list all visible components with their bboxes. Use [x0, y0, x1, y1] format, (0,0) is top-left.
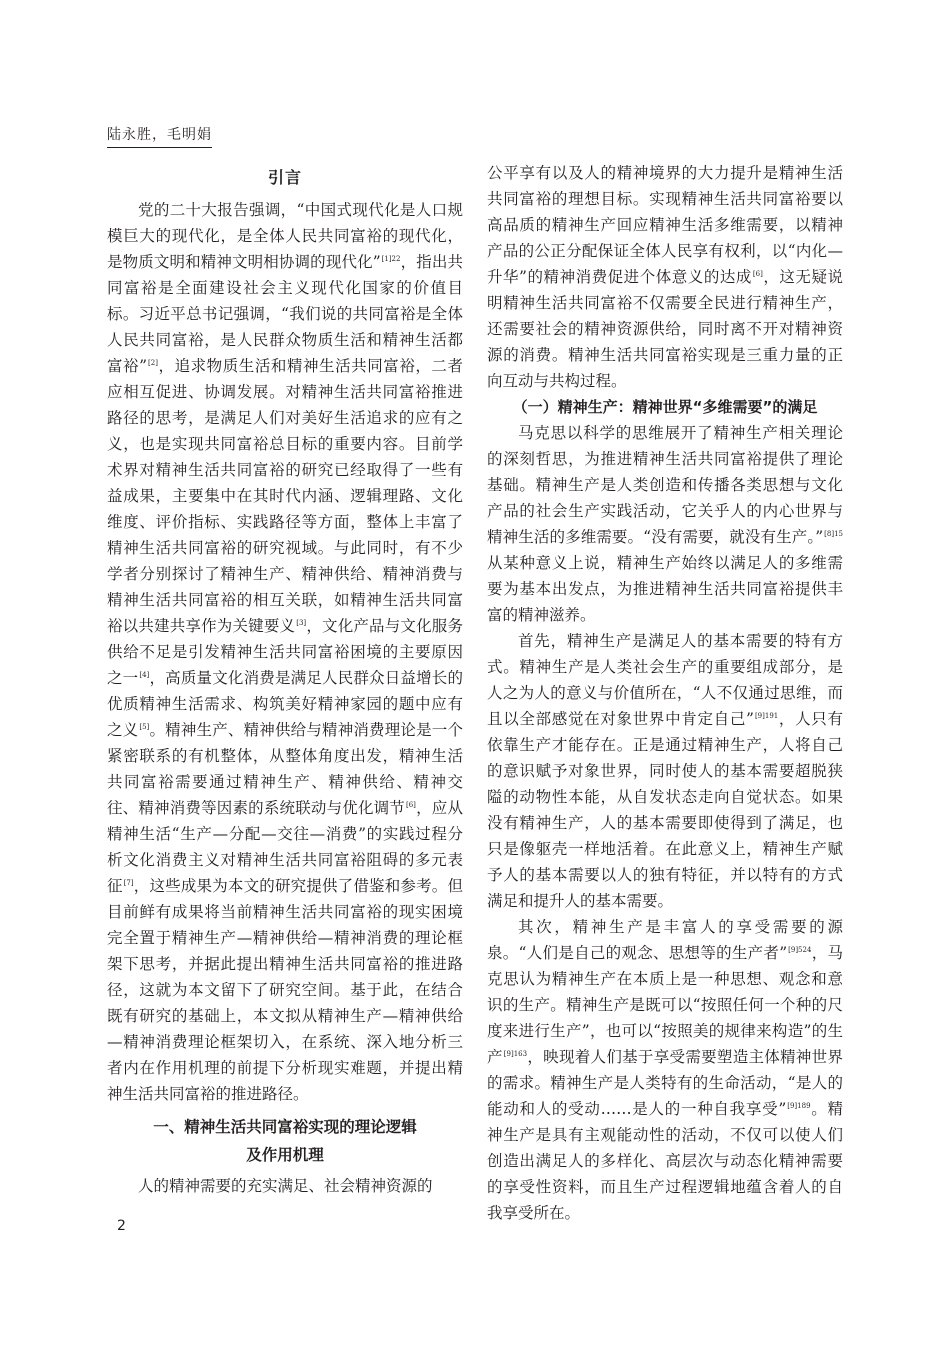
text-run: 首先，精神生产是满足人的基本需要的特有方式。精神生产是人类社会生产的重要组成部分，是人之为人的意义与价值所在，“人不仅通过思维，而且以全部感觉在对象世界中肯定自己” [487, 632, 843, 728]
text-run: 从某种意义上说，精神生产始终以满足人的多维需要为基本出发点，为推进精神生活共同富裕提供丰富的精神滋养。 [487, 554, 843, 624]
subsection-paragraph [487, 420, 843, 628]
citation-ref: [3] [296, 618, 307, 627]
text-run: ，这无疑说明精神生活共同富裕不仅需要全民进行精神生产，还需要社会的精神资源供给，同时离不开对精神资源的消费。精神生活共同富裕实现是三重力量的正向互动与共构过程。 [487, 268, 843, 390]
section-heading-line1: 一、精神生活共同富裕实现的理论逻辑 [153, 1118, 417, 1136]
citation-ref: [2] [148, 358, 158, 367]
section-heading-line2: 及作用机理 [246, 1146, 324, 1164]
right-column [487, 160, 843, 1226]
subsection-paragraph [487, 914, 843, 1226]
citation-ref: [6] [406, 800, 416, 809]
text-run: ，马克思认为精神生产在本质上是一种思想、观念和意识的生产。精神生产是既可以“按照任何一个种的尺度来进行生产”，也可以“按照美的规律来构造”的生产 [487, 944, 843, 1066]
section-paragraph-continued [487, 160, 843, 394]
citation-ref: [9]189 [787, 1101, 811, 1110]
citation-ref: [1]22 [381, 254, 401, 263]
text-run: ，高质量文化消费是满足人民群众日益增长的优质精神生活需求、构筑美好精神家园的题中应有之义 [107, 669, 463, 739]
subsection-heading: （一）精神生产：精神世界“多维需要”的满足 [512, 398, 818, 416]
text-run: ，文化产品与文化服务供给不足是引发精神生活共同富裕困境的主要原因之一 [107, 617, 463, 687]
section-heading [107, 1113, 463, 1169]
subsection-paragraph [487, 628, 843, 914]
intro-heading: 引言 [267, 168, 302, 187]
text-run: 党的二十大报告强调，“中国式现代化是人口规模巨大的现代化，是全体人民共同富裕的现代化，是物质文明和精神文明相协调的现代化” [107, 201, 463, 271]
section-paragraph-start: 人的精神需要的充实满足、社会精神资源的 [138, 1177, 433, 1195]
text-run: 。精神生产、精神供给与精神消费理论是一个紧密联系的有机整体，从整体角度出发，精神生活共同富裕需要通过精神生产、精神供给、精神交往、精神消费等因素的系统联动与优化调节 [107, 721, 463, 817]
text-run: ，追求物质生活和精神生活共同富裕，二者应相互促进、协调发展。对精神生活共同富裕推进路径的思考，是满足人们对美好生活追求的应有之义，也是实现共同富裕总目标的重要内容。目前学术界对精神生活共同富裕的研究已经取得了一些有益成果，主要集中在其时代内涵、逻辑理路、文化维度、评价指标、实践路径等方面，整体上丰富了精神生活共同富裕的研究视域。与此同时，有不少学者分别探讨了精神生产、精神供给、精神消费与精神生活共同富裕的相互关联，如精神生活共同富裕以共建共享作为关键要义 [107, 357, 463, 635]
citation-ref: [6] [752, 269, 763, 278]
text-run: ，指出共同富裕是全面建设社会主义现代化国家的价值目标。习近平总书记强调，“我们说的共同富裕是全体人民共同富裕，是人民群众物质生活和精神生活都富裕” [107, 253, 463, 375]
citation-ref: [5] [139, 722, 150, 731]
citation-ref: [9]524 [788, 945, 812, 954]
citation-ref: [9]163 [503, 1049, 528, 1058]
text-run: ，应从精神生活“生产—分配—交往—消费”的实践过程分析文化消费主义对精神生活共同富裕阻碍的多元表征 [107, 799, 463, 895]
text-run: 。精神生产是具有主观能动性的活动，不仅可以使人们创造出满足人的多样化、高层次与动态化精神需要的享受性资料，而且生产过程逻辑地蕴含着人的自我享受所在。 [487, 1100, 843, 1222]
page-number: 2 [117, 1218, 126, 1234]
running-header-authors: 陆永胜，毛明娟 [107, 124, 212, 148]
text-run: ，映现着人们基于享受需要塑造主体精神世界的需求。精神生产是人类特有的生命活动，“是人的能动和人的受动……是人的一种自我享受” [487, 1048, 843, 1118]
intro-paragraph [107, 197, 463, 1107]
citation-ref: [9]191 [754, 711, 779, 720]
text-run: ，人只有依靠生产才能存在。正是通过精神生产，人将自己的意识赋予对象世界，同时使人的基本需要超脱狭隘的动物性本能，从自发状态走向自觉状态。如果没有精神生产，人的基本需要即使得到了满足，也只是像躯壳一样地活着。在此意义上，精神生产赋予人的基本需要以人的独有特征，并以特有的方式满足和提升人的基本需要。 [487, 710, 843, 910]
citation-ref: [7] [123, 878, 134, 887]
text-run: ，这些成果为本文的研究提供了借鉴和参考。但目前鲜有成果将当前精神生活共同富裕的现实困境完全置于精神生产—精神供给—精神消费的理论框架下思考，并据此提出精神生活共同富裕的推进路径，这就为本文留下了研究空间。基于此，在结合既有研究的基础上，本文拟从精神生产—精神供给—精神消费理论框架切入，在系统、深入地分析三者内在作用机理的前提下分析现实难题，并提出精神生活共同富裕的推进路径。 [107, 877, 463, 1103]
citation-ref: [8]15 [824, 529, 843, 538]
text-run: 其次，精神生产是丰富人的享受需要的源泉。“人们是自己的观念、思想等的生产者” [487, 918, 843, 962]
left-column [107, 163, 463, 1199]
citation-ref: [4] [139, 670, 150, 679]
text-run: 公平享有以及人的精神境界的大力提升是精神生活共同富裕的理想目标。实现精神生活共同富裕要以高品质的精神生产回应精神生活多维需要，以精神产品的公正分配保证全体人民享有权利，以“内化—升华”的精神消费促进个体意义的达成 [487, 164, 843, 286]
text-run: 马克思以科学的思维展开了精神生产相关理论的深刻哲思，为推进精神生活共同富裕提供了理论基础。精神生产是人类创造和传播各类思想与文化产品的社会生产实践活动，它关乎人的内心世界与精神生活的多维需要。“没有需要，就没有生产。” [487, 424, 843, 546]
